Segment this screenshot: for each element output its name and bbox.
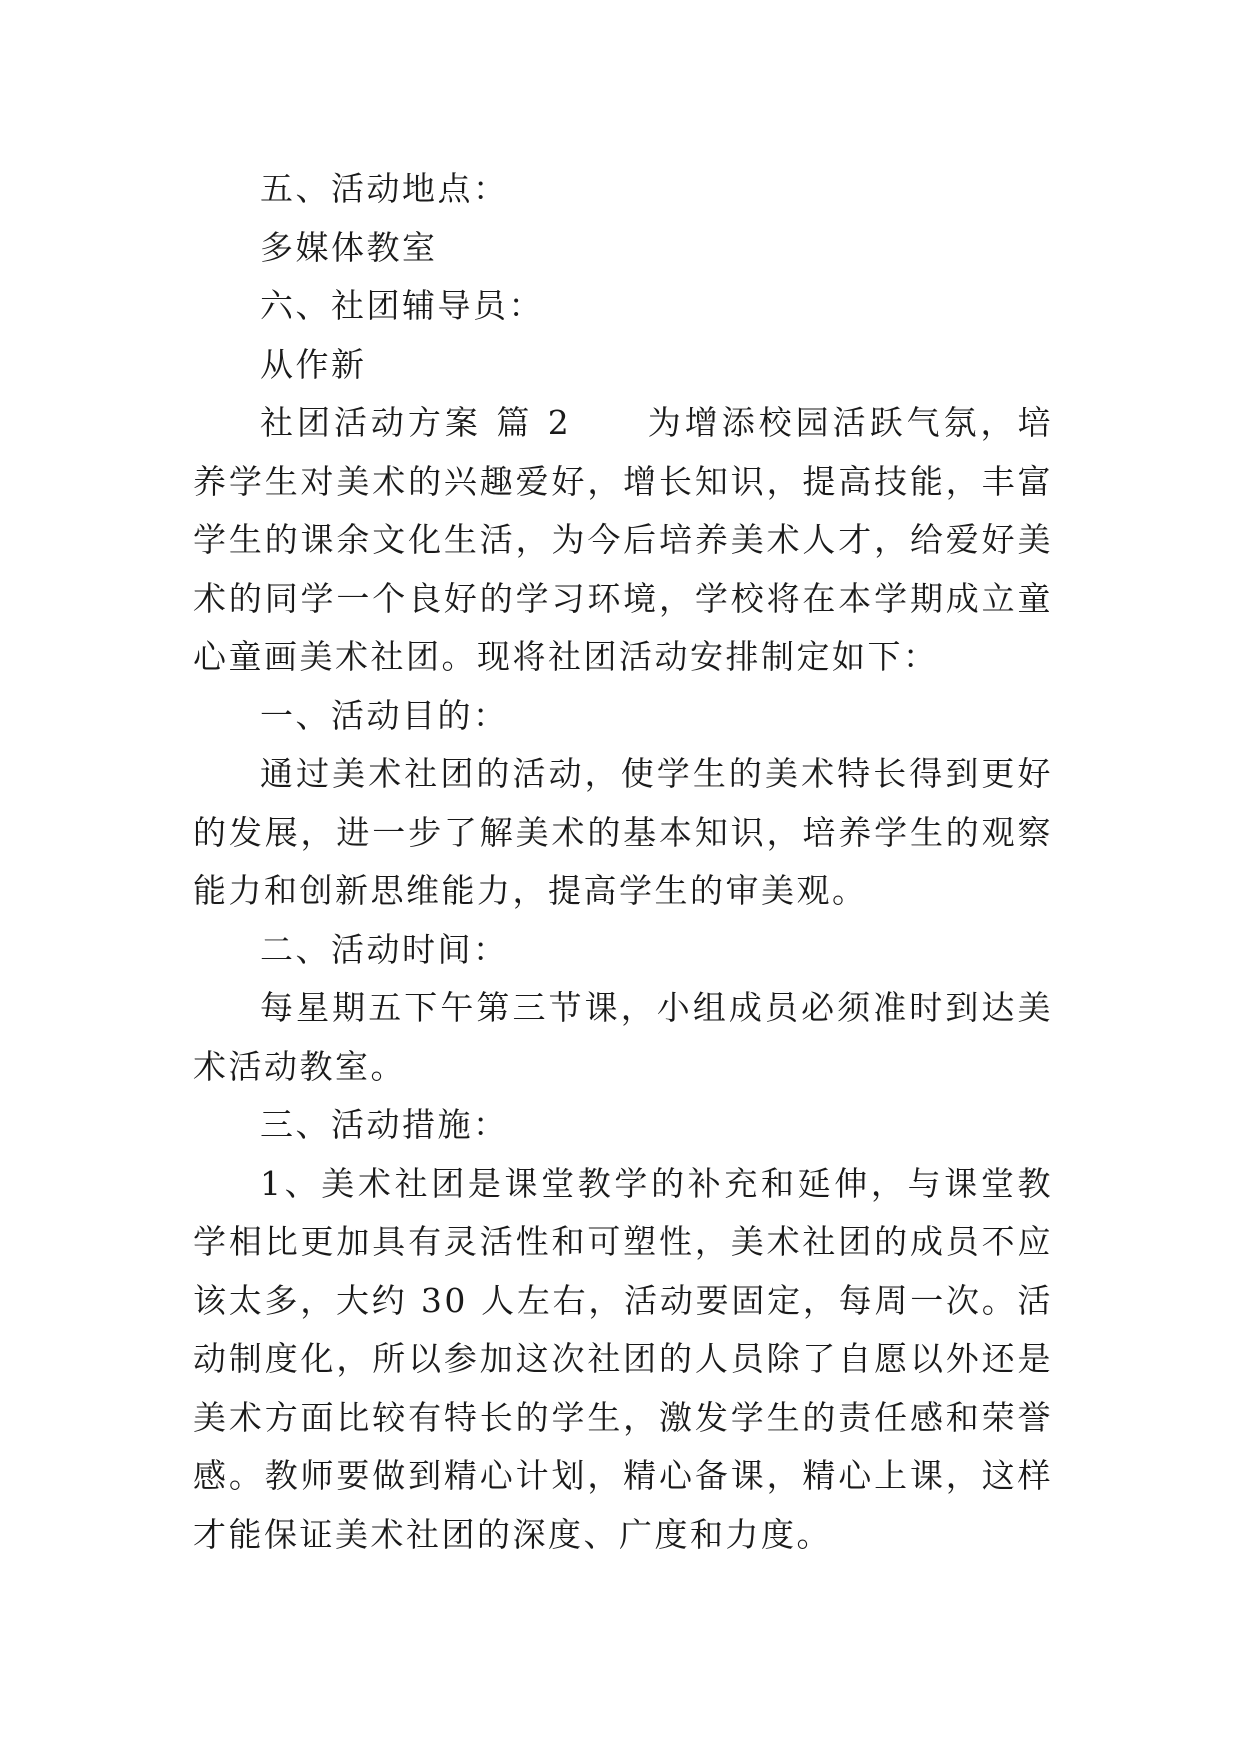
section-heading-purpose: 一、活动目的： xyxy=(260,695,509,735)
section-heading-venue: 五、活动地点： xyxy=(260,169,509,208)
section-heading-advisor: 六、社团辅导员： xyxy=(260,286,544,325)
plan-intro-text: 为增添校园活跃气氛，培养学生对美术的兴趣爱好，增长知识，提高技能，丰富学生的课余文化生活，为今后培养美术人才，给爱好美术的同学一个良好的学习环境，学校将在本学期成立童心童画美术社团。现将社团活动安排制定如下： xyxy=(193,403,1053,676)
venue-text: 多媒体教室 xyxy=(260,227,438,267)
advisor-name: 从作新 xyxy=(260,344,367,384)
measures-text: 1、美术社团是课堂教学的补充和延伸，与课堂教学相比更加具有灵活性和可塑性，美术社团的成员不应该太多，大约 30 人左右，活动要固定，每周一次。活动制度化，所以参加这次社团的人员除了自愿以外还是美术方面比较有特长的学生，激发学生的责任感和荣誉感。教师要做到精心计划，精心备课，精心上课，这样才能保证美术社团的深度、广度和力度。 xyxy=(193,1163,1053,1554)
purpose-text: 通过美术社团的活动，使学生的美术特长得到更好的发展，进一步了解美术的基本知识，培养学生的观察能力和创新思维能力，提高学生的审美观。 xyxy=(193,754,1053,910)
plan-intro-paragraph xyxy=(193,394,1053,687)
section-heading-measures: 三、活动措施： xyxy=(260,1105,509,1144)
plan-heading: 社团活动方案 篇 2 xyxy=(260,403,572,442)
document-body xyxy=(193,160,1053,1564)
time-text: 每星期五下午第三节课，小组成员必须准时到达美术活动教室。 xyxy=(193,988,1053,1086)
section-heading-time: 二、活动时间： xyxy=(260,929,509,969)
